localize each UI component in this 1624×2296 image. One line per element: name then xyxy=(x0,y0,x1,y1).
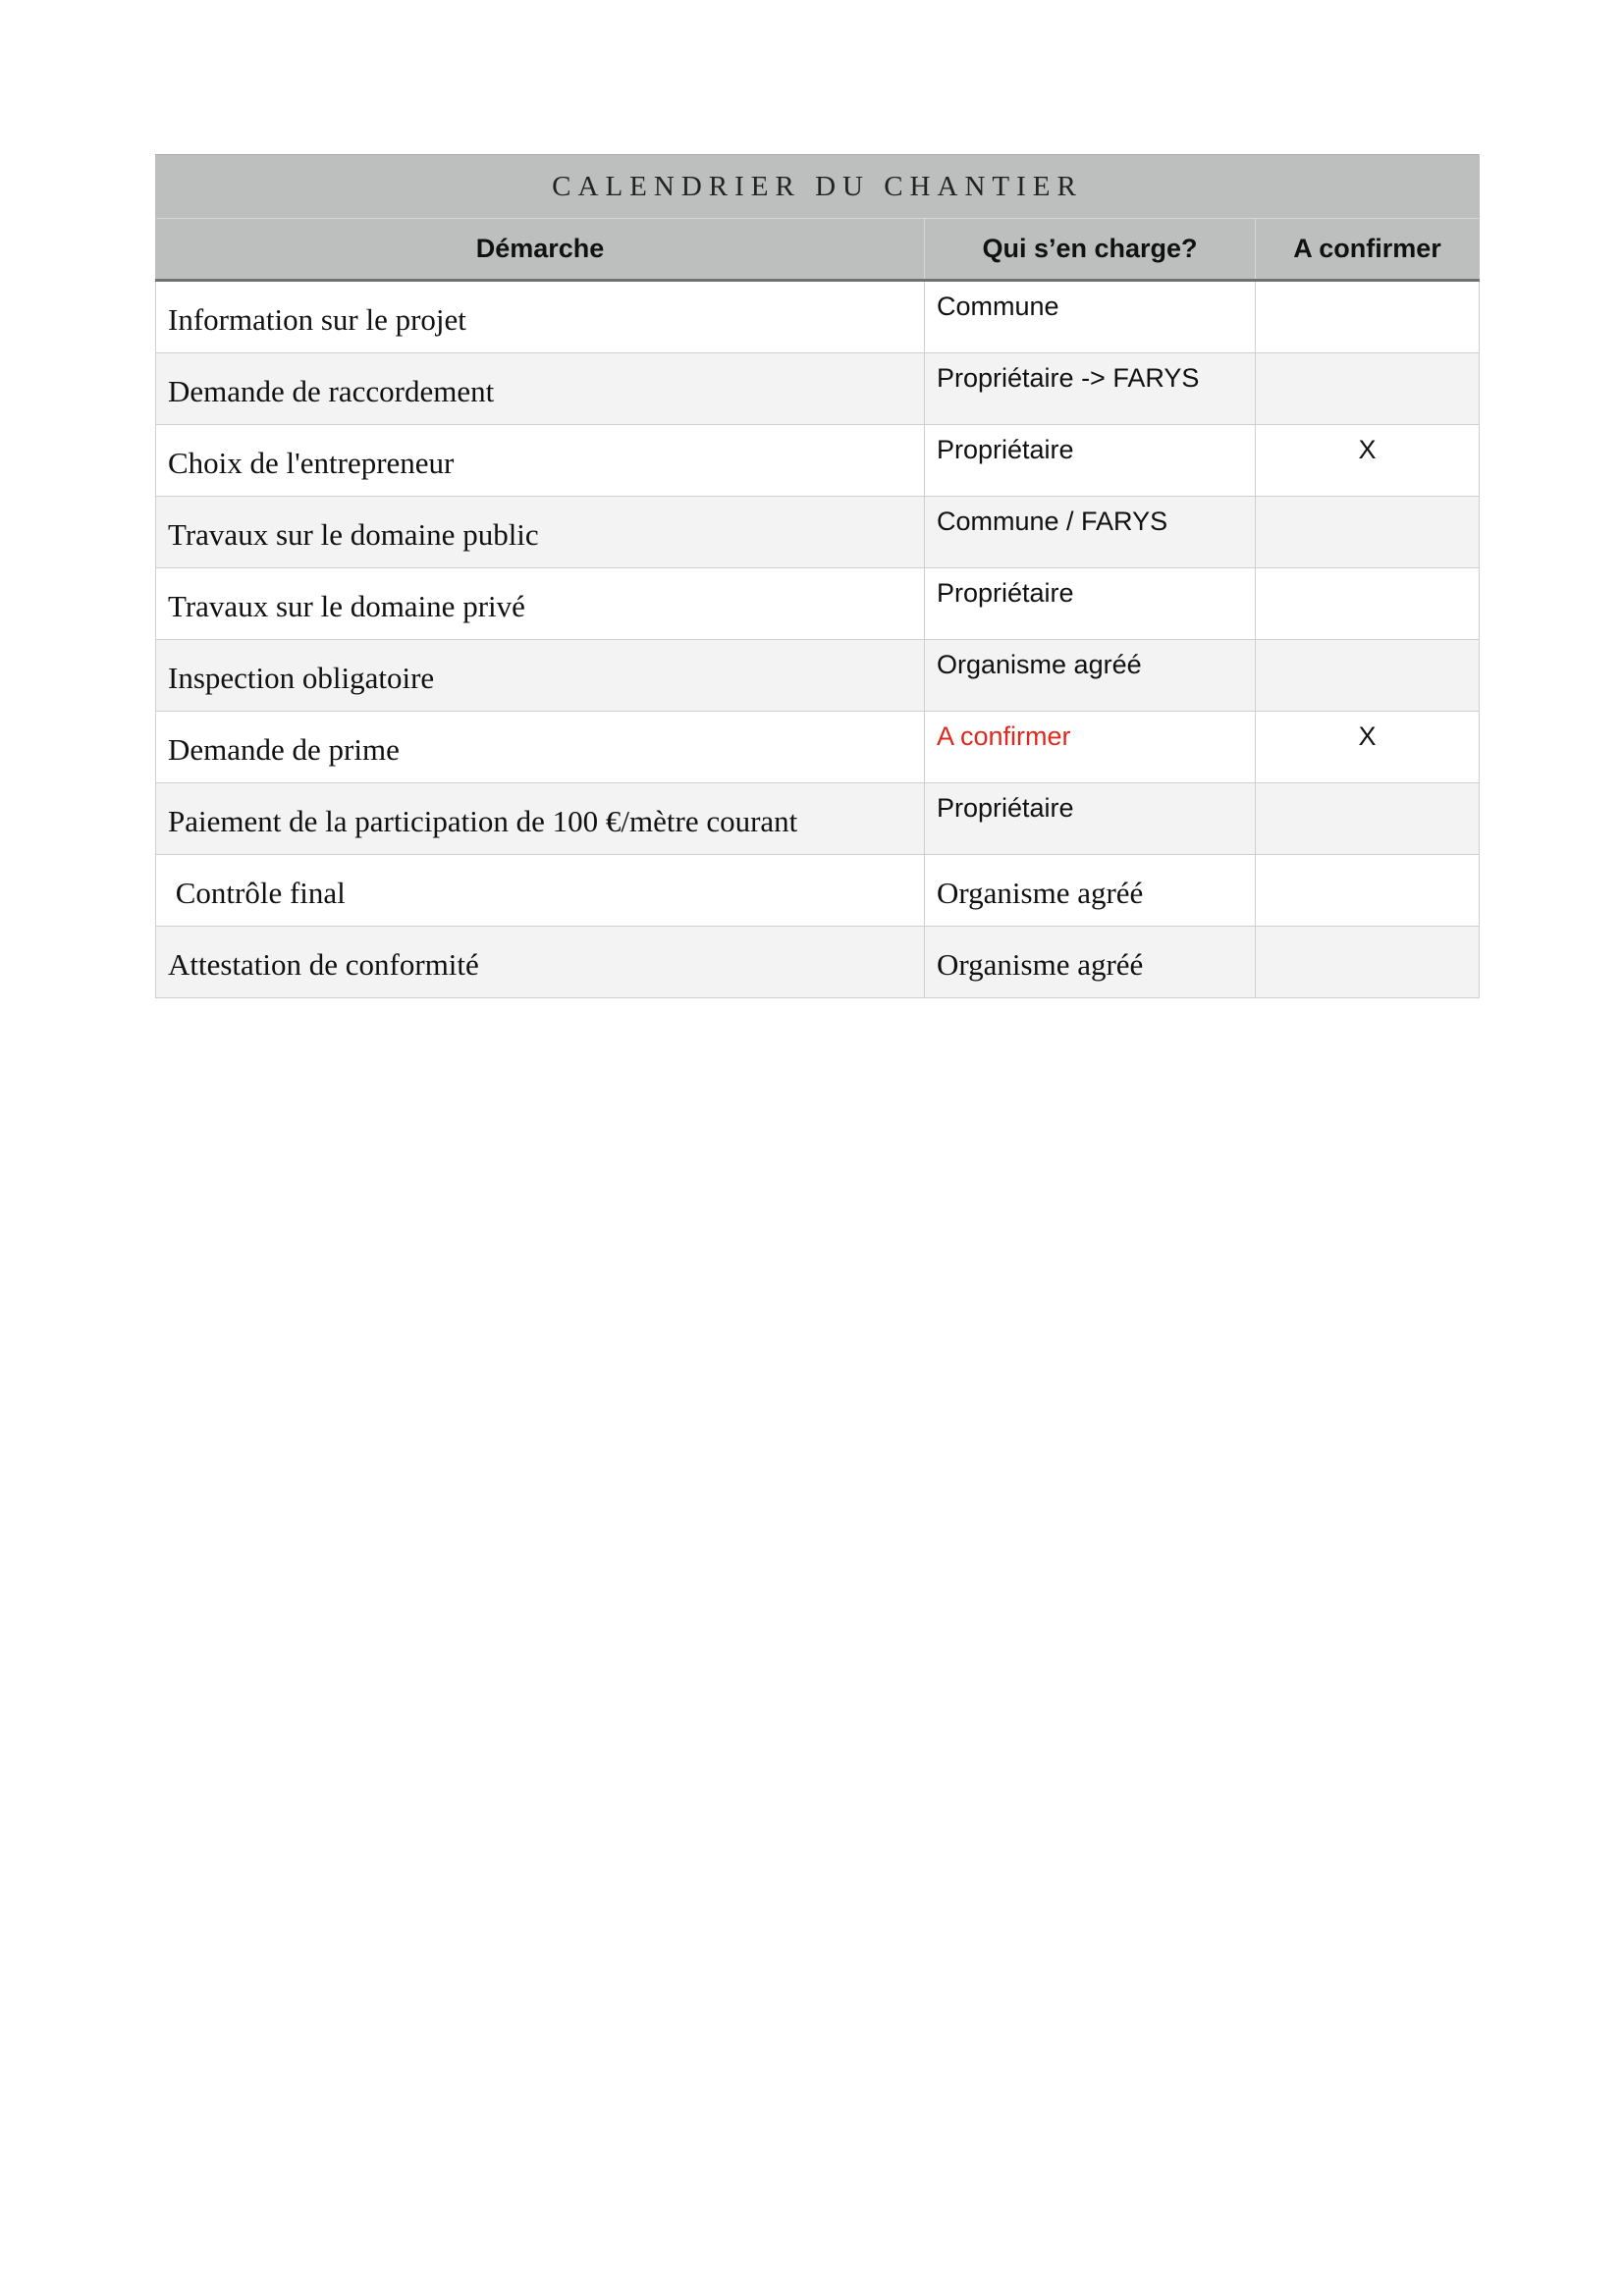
responsible-cell: Organisme agréé xyxy=(925,927,1256,998)
table-row xyxy=(156,927,1480,998)
table-row xyxy=(156,353,1480,425)
table-row xyxy=(156,497,1480,568)
table-title-row xyxy=(156,155,1480,219)
step-cell: Travaux sur le domaine privé xyxy=(156,568,925,640)
confirm-cell xyxy=(1256,568,1480,640)
table-row xyxy=(156,855,1480,927)
responsible-cell: Organisme agréé xyxy=(925,640,1256,712)
confirm-cell xyxy=(1256,497,1480,568)
table-row xyxy=(156,281,1480,353)
confirm-cell xyxy=(1256,281,1480,353)
table-row xyxy=(156,712,1480,783)
step-cell: Attestation de conformité xyxy=(156,927,925,998)
step-cell: Paiement de la participation de 100 €/mètre courant xyxy=(156,783,925,855)
responsible-cell: Propriétaire xyxy=(925,783,1256,855)
table-row xyxy=(156,425,1480,497)
responsible-cell-alert: A confirmer xyxy=(925,712,1256,783)
column-header-who: Qui s’en charge? xyxy=(925,219,1256,281)
step-cell: Contrôle final xyxy=(156,855,925,927)
construction-schedule-table xyxy=(155,154,1480,998)
column-header-row xyxy=(156,219,1480,281)
responsible-cell: Commune / FARYS xyxy=(925,497,1256,568)
confirm-cell: X xyxy=(1256,425,1480,497)
responsible-cell: Propriétaire xyxy=(925,425,1256,497)
confirm-cell xyxy=(1256,353,1480,425)
table-title: CALENDRIER DU CHANTIER xyxy=(156,155,1480,219)
responsible-cell: Commune xyxy=(925,281,1256,353)
responsible-cell: Propriétaire xyxy=(925,568,1256,640)
confirm-cell xyxy=(1256,927,1480,998)
table-row xyxy=(156,783,1480,855)
column-header-step: Démarche xyxy=(156,219,925,281)
table-row xyxy=(156,568,1480,640)
responsible-cell: Organisme agréé xyxy=(925,855,1256,927)
step-cell: Demande de raccordement xyxy=(156,353,925,425)
step-cell: Travaux sur le domaine public xyxy=(156,497,925,568)
step-cell: Inspection obligatoire xyxy=(156,640,925,712)
confirm-cell xyxy=(1256,783,1480,855)
confirm-cell xyxy=(1256,640,1480,712)
step-cell: Demande de prime xyxy=(156,712,925,783)
table-row xyxy=(156,640,1480,712)
column-header-confirm: A confirmer xyxy=(1256,219,1480,281)
step-cell: Choix de l'entrepreneur xyxy=(156,425,925,497)
confirm-cell: X xyxy=(1256,712,1480,783)
step-cell: Information sur le projet xyxy=(156,281,925,353)
responsible-cell: Propriétaire -> FARYS xyxy=(925,353,1256,425)
confirm-cell xyxy=(1256,855,1480,927)
